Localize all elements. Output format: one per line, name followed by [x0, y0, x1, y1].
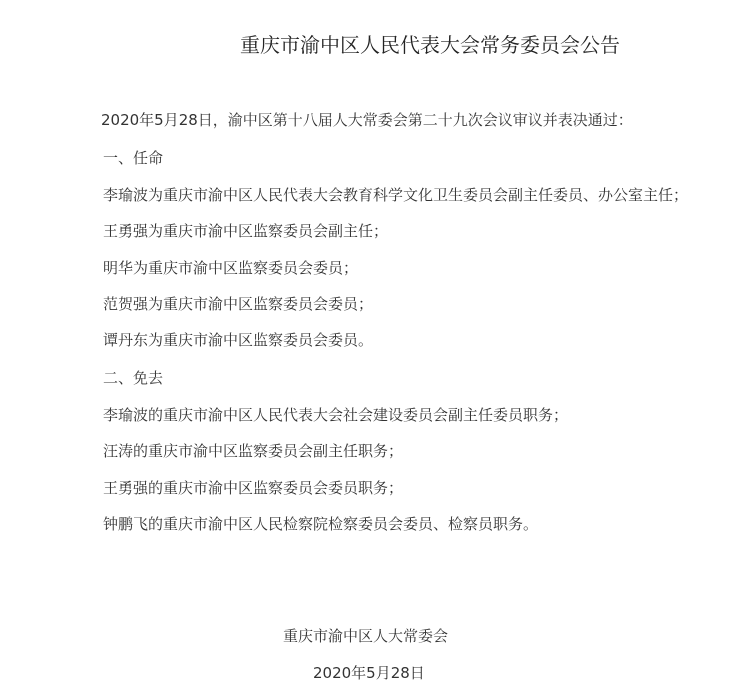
intro-paragraph: 2020年5月28日，渝中区第十八届人大常委会第二十九次会议审议并表决通过： [101, 111, 633, 129]
appoint-item: 李瑜波为重庆市渝中区人民代表大会教育科学文化卫生委员会副主任委员、办公室主任； [103, 186, 689, 204]
section-heading-remove: 二、免去 [103, 369, 164, 387]
remove-item: 钟鹏飞的重庆市渝中区人民检察院检察委员会委员、检察员职务。 [103, 515, 539, 533]
document-title: 重庆市渝中区人民代表大会常务委员会公告 [240, 33, 620, 57]
appoint-item: 范贺强为重庆市渝中区监察委员会委员； [103, 295, 374, 313]
appoint-item: 谭丹东为重庆市渝中区监察委员会委员。 [103, 331, 374, 349]
appoint-item: 王勇强为重庆市渝中区监察委员会副主任； [103, 222, 389, 240]
publish-date: 2020年5月28日 [313, 664, 425, 682]
remove-item: 汪涛的重庆市渝中区监察委员会副主任职务； [103, 442, 404, 460]
signer: 重庆市渝中区人大常委会 [283, 627, 449, 645]
appoint-item: 明华为重庆市渝中区监察委员会委员； [103, 259, 359, 277]
remove-item: 李瑜波的重庆市渝中区人民代表大会社会建设委员会副主任委员职务； [103, 406, 569, 424]
section-heading-appoint: 一、任命 [103, 149, 164, 167]
remove-item: 王勇强的重庆市渝中区监察委员会委员职务； [103, 479, 404, 497]
